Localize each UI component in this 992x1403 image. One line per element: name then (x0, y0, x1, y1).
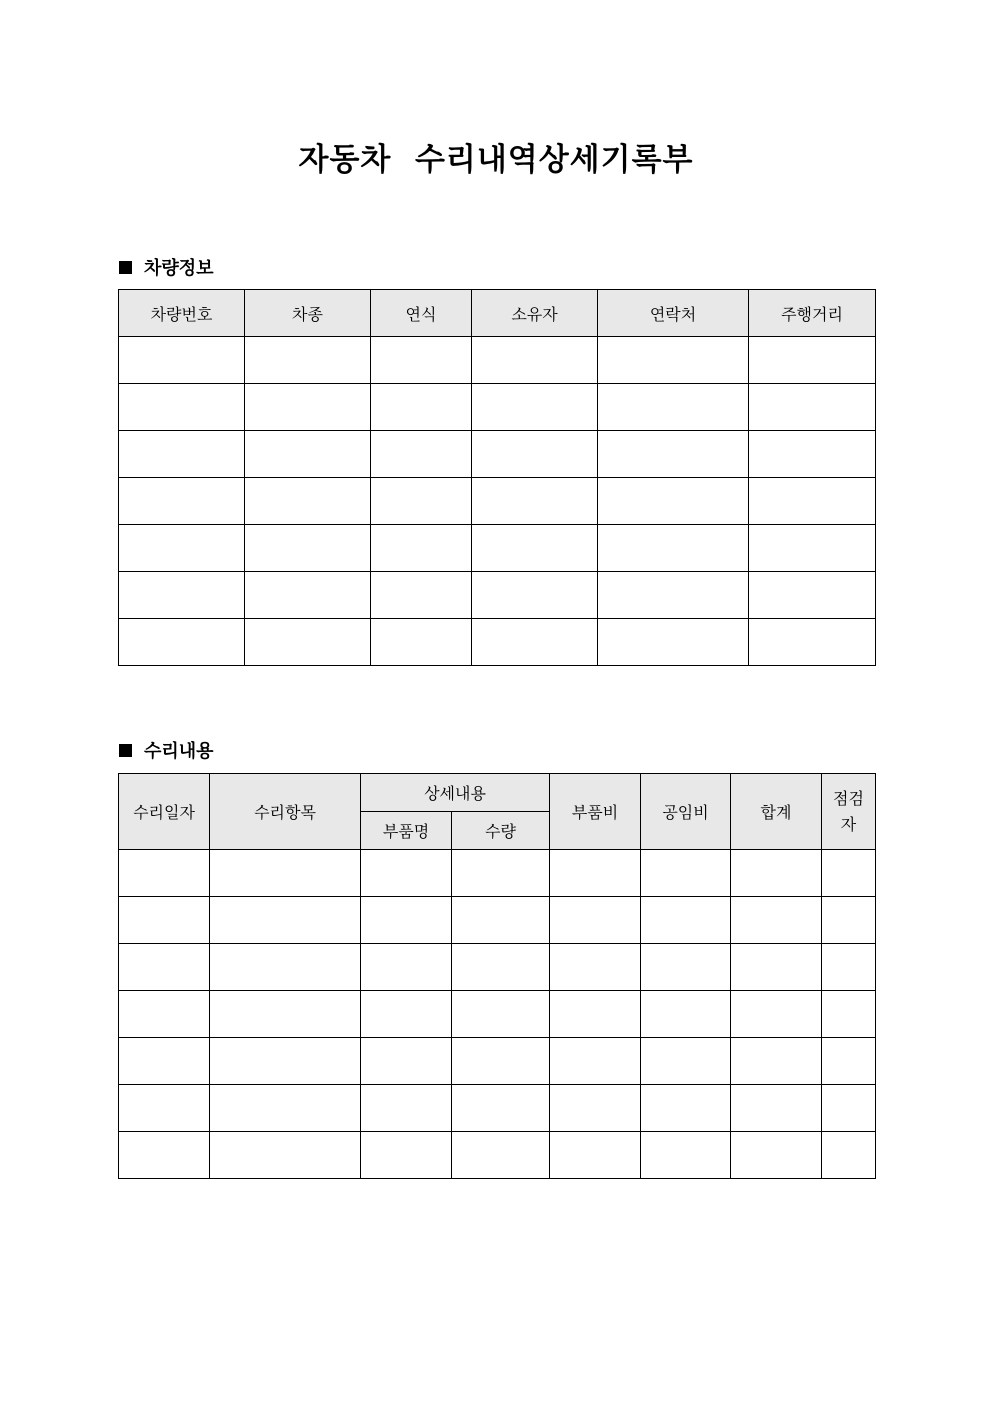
vehicle-entry-cell[interactable] (749, 337, 876, 384)
vehicle-entry-cell[interactable] (598, 384, 749, 431)
repair-entry-cell[interactable] (210, 850, 361, 897)
vehicle-entry-cell[interactable] (472, 478, 598, 525)
repair-entry-cell[interactable] (361, 1132, 452, 1179)
repair-entry-cell[interactable] (119, 944, 210, 991)
vehicle-entry-cell[interactable] (598, 431, 749, 478)
repair-entry-cell[interactable] (641, 1038, 731, 1085)
vehicle-entry-cell[interactable] (245, 572, 371, 619)
repair-table-row (119, 991, 876, 1038)
repair-entry-cell[interactable] (452, 1038, 550, 1085)
repair-entry-cell[interactable] (550, 1038, 641, 1085)
repair-entry-cell[interactable] (550, 944, 641, 991)
vehicle-table-row (119, 619, 876, 666)
repair-table-row (119, 1038, 876, 1085)
column-header-year: 연식 (371, 290, 472, 337)
vehicle-entry-cell[interactable] (598, 478, 749, 525)
vehicle-entry-cell[interactable] (472, 384, 598, 431)
column-header-details: 상세내용 (361, 774, 550, 812)
repair-entry-cell[interactable] (550, 1085, 641, 1132)
vehicle-entry-cell[interactable] (245, 619, 371, 666)
vehicle-table-row (119, 572, 876, 619)
repair-entry-cell[interactable] (731, 1085, 822, 1132)
repair-entry-cell[interactable] (452, 944, 550, 991)
vehicle-entry-cell[interactable] (371, 337, 472, 384)
vehicle-section-title: 차량정보 (144, 258, 214, 279)
repair-entry-cell[interactable] (641, 1132, 731, 1179)
vehicle-section-heading (119, 254, 214, 280)
vehicle-entry-cell[interactable] (119, 572, 245, 619)
repair-entry-cell[interactable] (731, 897, 822, 944)
column-header-car-model: 차종 (245, 290, 371, 337)
repair-entry-cell[interactable] (210, 944, 361, 991)
repair-entry-cell[interactable] (641, 850, 731, 897)
repair-table-row (119, 897, 876, 944)
vehicle-entry-cell[interactable] (119, 478, 245, 525)
repair-details-table (118, 773, 876, 1179)
vehicle-entry-cell[interactable] (472, 619, 598, 666)
vehicle-entry-cell[interactable] (749, 478, 876, 525)
repair-entry-cell[interactable] (550, 850, 641, 897)
repair-table-row (119, 944, 876, 991)
repair-entry-cell[interactable] (731, 1132, 822, 1179)
vehicle-entry-cell[interactable] (598, 337, 749, 384)
repair-entry-cell[interactable] (731, 850, 822, 897)
repair-entry-cell[interactable] (731, 1038, 822, 1085)
column-header-total: 합계 (731, 774, 822, 850)
document-title: 자동차 수리내역상세기록부 (298, 142, 694, 178)
repair-entry-cell[interactable] (119, 1038, 210, 1085)
repair-entry-cell[interactable] (210, 1038, 361, 1085)
vehicle-entry-cell[interactable] (749, 384, 876, 431)
column-header-contact: 연락처 (598, 290, 749, 337)
repair-entry-cell[interactable] (361, 1085, 452, 1132)
repair-entry-cell[interactable] (361, 1038, 452, 1085)
column-header-owner: 소유자 (472, 290, 598, 337)
repair-section-title: 수리내용 (144, 741, 214, 762)
vehicle-entry-cell[interactable] (245, 337, 371, 384)
vehicle-table-row (119, 478, 876, 525)
repair-entry-cell[interactable] (361, 850, 452, 897)
repair-entry-cell[interactable] (452, 850, 550, 897)
vehicle-entry-cell[interactable] (749, 619, 876, 666)
repair-entry-cell[interactable] (822, 1038, 876, 1085)
repair-entry-cell[interactable] (550, 1132, 641, 1179)
vehicle-entry-cell[interactable] (119, 384, 245, 431)
repair-entry-cell[interactable] (822, 897, 876, 944)
vehicle-entry-cell[interactable] (119, 337, 245, 384)
repair-entry-cell[interactable] (822, 1132, 876, 1179)
repair-entry-cell[interactable] (452, 1132, 550, 1179)
repair-entry-cell[interactable] (119, 1085, 210, 1132)
repair-section-heading (119, 737, 214, 763)
repair-entry-cell[interactable] (822, 991, 876, 1038)
column-header-parts-cost: 부품비 (550, 774, 641, 850)
repair-entry-cell[interactable] (119, 897, 210, 944)
vehicle-entry-cell[interactable] (749, 572, 876, 619)
repair-table-row (119, 1085, 876, 1132)
repair-entry-cell[interactable] (822, 850, 876, 897)
repair-entry-cell[interactable] (210, 1085, 361, 1132)
repair-table-row (119, 850, 876, 897)
repair-entry-cell[interactable] (452, 991, 550, 1038)
vehicle-table-row (119, 431, 876, 478)
vehicle-entry-cell[interactable] (472, 525, 598, 572)
repair-entry-cell[interactable] (822, 944, 876, 991)
square-bullet-icon (119, 744, 132, 757)
vehicle-table-row (119, 525, 876, 572)
repair-entry-cell[interactable] (119, 850, 210, 897)
vehicle-info-table (118, 289, 876, 666)
square-bullet-icon (119, 261, 132, 274)
repair-entry-cell[interactable] (550, 897, 641, 944)
vehicle-entry-cell[interactable] (371, 384, 472, 431)
repair-entry-cell[interactable] (641, 897, 731, 944)
repair-entry-cell[interactable] (641, 991, 731, 1038)
vehicle-entry-cell[interactable] (245, 478, 371, 525)
repair-entry-cell[interactable] (452, 1085, 550, 1132)
column-header-quantity: 수량 (452, 812, 550, 850)
repair-entry-cell[interactable] (550, 991, 641, 1038)
vehicle-entry-cell[interactable] (472, 431, 598, 478)
repair-entry-cell[interactable] (361, 897, 452, 944)
vehicle-entry-cell[interactable] (472, 572, 598, 619)
column-header-part-name: 부품명 (361, 812, 452, 850)
vehicle-entry-cell[interactable] (472, 337, 598, 384)
vehicle-entry-cell[interactable] (245, 431, 371, 478)
vehicle-entry-cell[interactable] (119, 525, 245, 572)
vehicle-entry-cell[interactable] (371, 478, 472, 525)
vehicle-table-row (119, 337, 876, 384)
vehicle-table-row (119, 384, 876, 431)
vehicle-entry-cell[interactable] (598, 572, 749, 619)
repair-entry-cell[interactable] (361, 991, 452, 1038)
vehicle-entry-cell[interactable] (245, 384, 371, 431)
vehicle-entry-cell[interactable] (119, 431, 245, 478)
repair-table-row (119, 1132, 876, 1179)
vehicle-entry-cell[interactable] (749, 525, 876, 572)
repair-entry-cell[interactable] (119, 1132, 210, 1179)
repair-entry-cell[interactable] (452, 897, 550, 944)
repair-entry-cell[interactable] (641, 1085, 731, 1132)
repair-entry-cell[interactable] (210, 991, 361, 1038)
repair-entry-cell[interactable] (361, 944, 452, 991)
repair-entry-cell[interactable] (731, 944, 822, 991)
vehicle-entry-cell[interactable] (598, 525, 749, 572)
repair-entry-cell[interactable] (119, 991, 210, 1038)
repair-entry-cell[interactable] (731, 991, 822, 1038)
column-header-mileage: 주행거리 (749, 290, 876, 337)
column-header-repair-date: 수리일자 (119, 774, 210, 850)
column-header-inspector: 점검자 (822, 774, 876, 850)
repair-entry-cell[interactable] (210, 897, 361, 944)
repair-entry-cell[interactable] (822, 1085, 876, 1132)
vehicle-entry-cell[interactable] (119, 619, 245, 666)
vehicle-entry-cell[interactable] (598, 619, 749, 666)
vehicle-entry-cell[interactable] (371, 572, 472, 619)
repair-entry-cell[interactable] (641, 944, 731, 991)
column-header-repair-item: 수리항목 (210, 774, 361, 850)
column-header-plate-number: 차량번호 (119, 290, 245, 337)
vehicle-entry-cell[interactable] (245, 525, 371, 572)
vehicle-entry-cell[interactable] (749, 431, 876, 478)
vehicle-entry-cell[interactable] (371, 619, 472, 666)
column-header-labor-cost: 공임비 (641, 774, 731, 850)
vehicle-entry-cell[interactable] (371, 525, 472, 572)
vehicle-entry-cell[interactable] (371, 431, 472, 478)
repair-entry-cell[interactable] (210, 1132, 361, 1179)
